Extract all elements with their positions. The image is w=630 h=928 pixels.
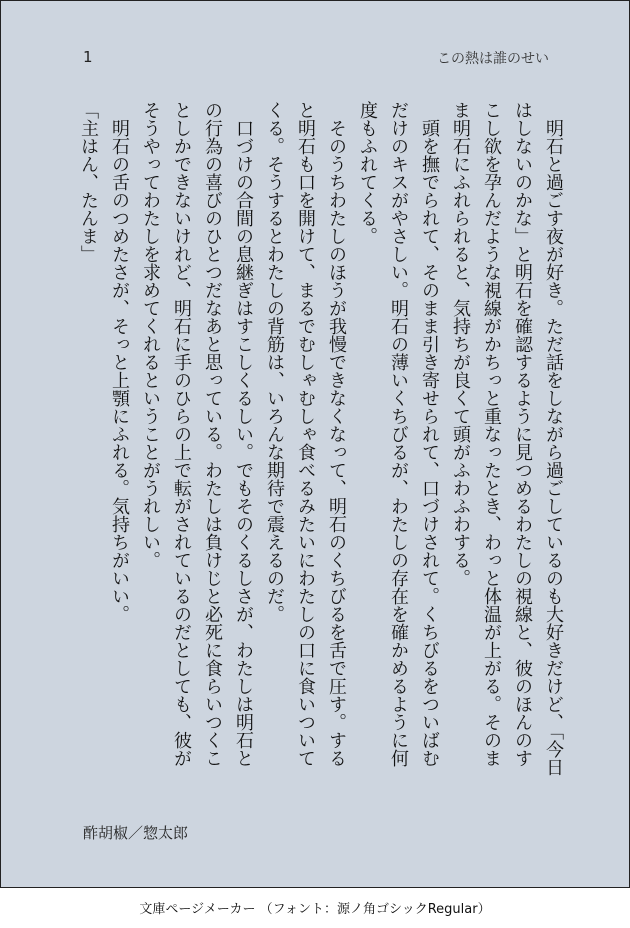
paragraph: 明石の舌のつめたさが、そっと上顎にふれる。気持ちがいい。 bbox=[109, 101, 130, 623]
body-text bbox=[73, 101, 569, 781]
page-number: 1 bbox=[83, 48, 93, 66]
paragraph: そのうちわたしのほうが我慢できなくなって、明石のくちびるを舌で圧す。すると明石も口を開けて、まるでむしゃむしゃ食べるみたいにわたしの口に食いついてくる。そうするとわたしの背筋は、いろんな期待で震えるのだ。 bbox=[264, 101, 347, 767]
author-name: 酢胡椒／惣太郎 bbox=[83, 824, 189, 842]
paragraph: 口づけの合間の息継ぎはすこしくるしい。でもそのくるしさが、わたしは明石との行為の喜びのひとつだなあと思っている。わたしは負けじと必死に食らいつくことしかできないけれど、明石に手のひらの上で転がされているのだとしても、彼がそうやってわたしを求めてくれるということがうれしい。 bbox=[140, 101, 254, 767]
paragraph: 明石と過ごす夜が好き。ただ話をしながら過ごしているのも大好きだけど、「今日はしないのかな」と明石を確認するように見つめるわたしの視線と、彼のほんのすこし欲を孕んだような視線がかちっと重なったとき、わっと体温が上がる。そのまま明石にふれられると、気持ちが良くて頭がふわふわする。 bbox=[450, 101, 564, 776]
paragraph: 「主はん、たんま」 bbox=[78, 101, 99, 263]
running-title: この熱は誰のせい bbox=[437, 51, 549, 67]
footer-credit: 文庫ページメーカー （フォント：源ノ角ゴシックRegular） bbox=[139, 902, 491, 917]
paragraph: 頭を撫でられて、そのまま引き寄せられて、口づけされて。くちびるをついばむだけのキスがやさしい。明石の薄いくちびるが、わたしの存在を確かめるように何度もふれてくる。 bbox=[357, 101, 440, 767]
